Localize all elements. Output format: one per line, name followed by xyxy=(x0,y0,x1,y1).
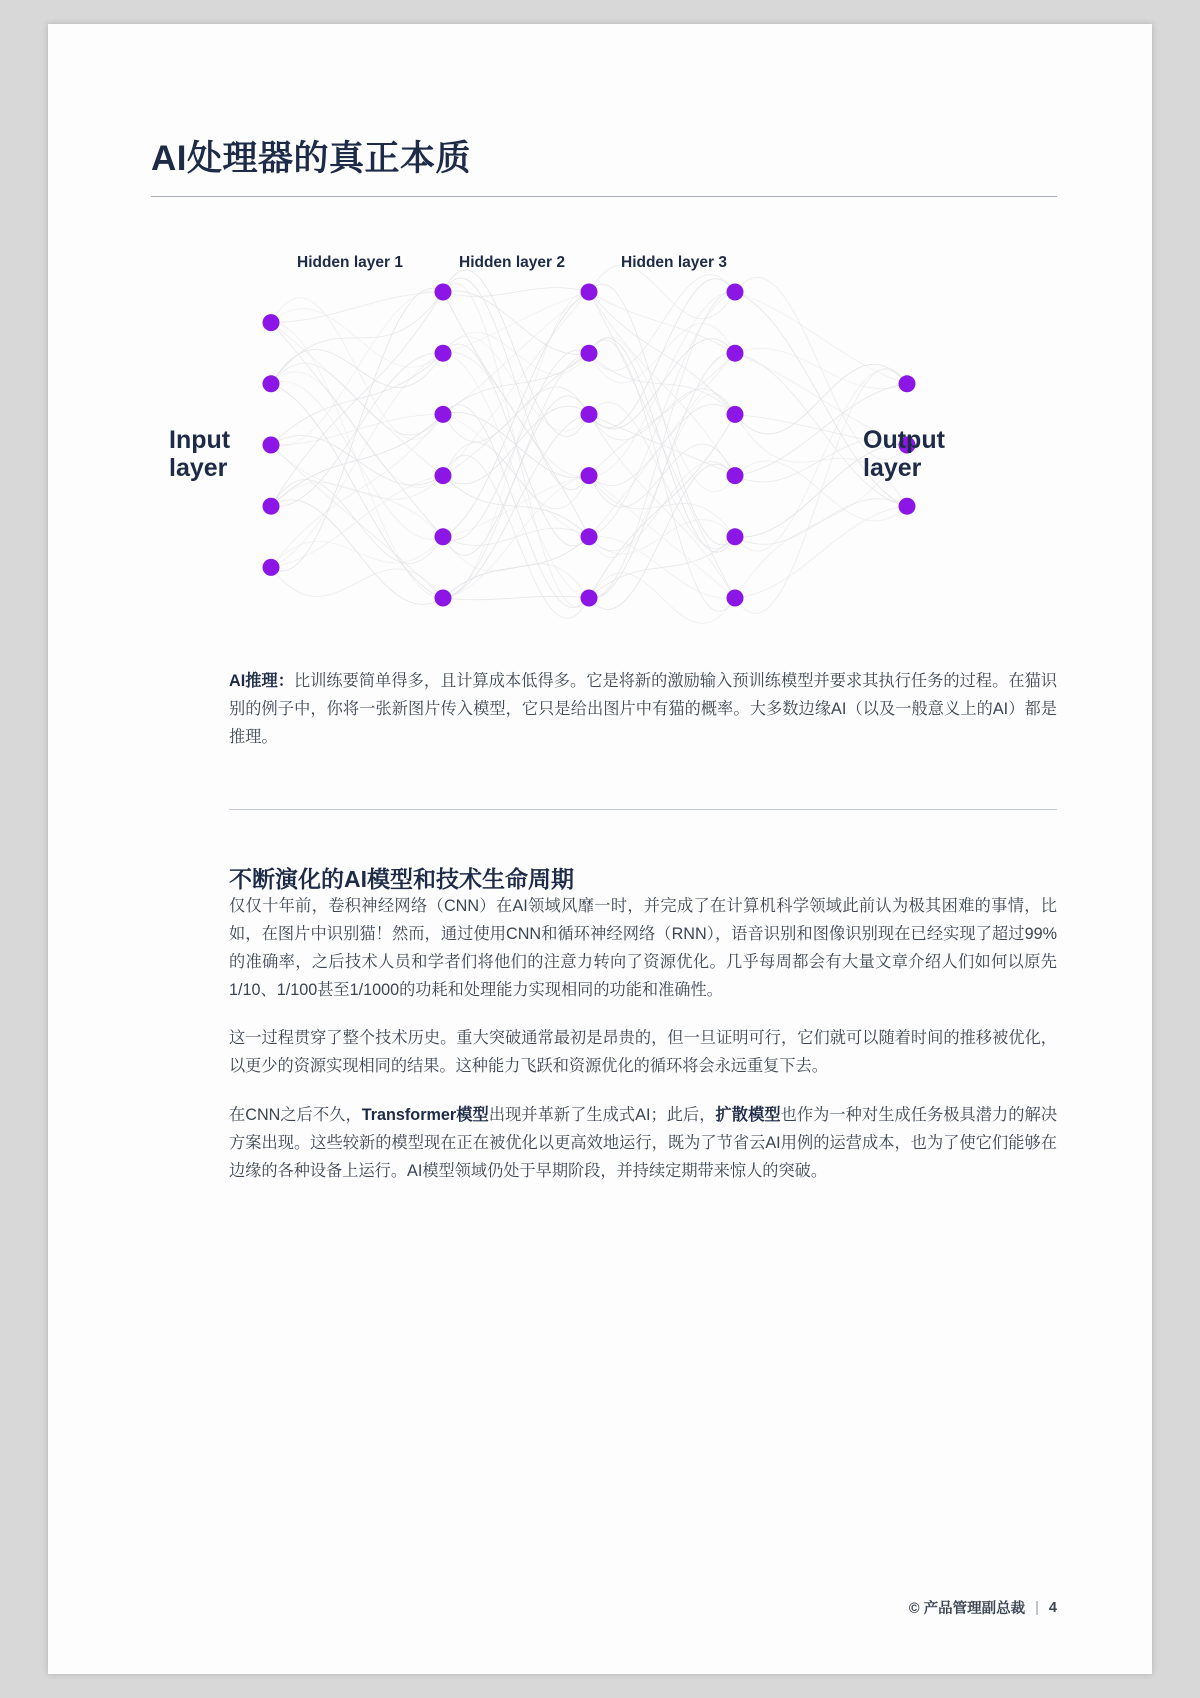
neural-network-diagram xyxy=(151,220,1057,650)
input-layer-label-line1: Input xyxy=(169,426,231,454)
section-heading: 不断演化的AI模型和技术生命周期 xyxy=(229,866,574,893)
footer-separator: | xyxy=(1035,1599,1039,1616)
input-layer-label xyxy=(169,426,230,482)
body-text: 在CNN之后不久， xyxy=(229,1106,362,1125)
footer-copyright: © 产品管理副总裁 xyxy=(908,1601,1026,1617)
output-layer-label xyxy=(863,426,945,482)
body-paragraph xyxy=(229,1102,1057,1186)
caption-text: 比训练要简单得多，且计算成本低得多。它是将新的激励输入预训练模型并要求其执行任务的过程。在猫识别的例子中，你将一张新图片传入模型，它只是给出图片中有猫的概率。大多数边缘AI（以及一般意义上的AI）都是推理。 xyxy=(229,672,1058,746)
caption-paragraph xyxy=(229,668,1057,752)
output-layer-label-line1: Output xyxy=(863,426,945,454)
caption-lead: AI推理： xyxy=(229,672,294,690)
output-layer-label-line2: layer xyxy=(863,454,922,482)
footer-page-number: 4 xyxy=(1048,1599,1057,1616)
hidden-layer-1-label: Hidden layer 1 xyxy=(297,254,403,271)
body-text: 也作为一种对生成任务极具潜力的解决方案出现。这些较新的模型现在正在被优化以更高效地运行，既为了节省云AI用例的运营成本，也为了使它们能够在边缘的各种设备上运行。AI模型领域仍处于早期阶段，并持续定期带来惊人的突破。 xyxy=(229,1106,1058,1180)
body-text: 出现并革新了生成式AI；此后， xyxy=(488,1106,716,1125)
body-text: 仅仅十年前，卷积神经网络（CNN）在AI领域风靡一时，并完成了在计算机科学领域此前认为极其困难的事情，比如，在图片中识别猫！然而，通过使用CNN和循环神经网络（RNN），语音识别和图像识别现在已经实现了超过99%的准确率，之后技术人员和学者们将他们的注意力转向了资源优化。几乎每周都会有大量文章介绍人们如何以原先1/10、1/100甚至1/1000的功耗和处理能力实现相同的功能和准确性。 xyxy=(229,897,1057,999)
body-paragraph xyxy=(229,1025,1057,1081)
diagram-caption xyxy=(229,668,1057,752)
section-body xyxy=(229,893,1057,1186)
hidden-layer-2-label: Hidden layer 2 xyxy=(459,254,565,271)
body-text: 这一过程贯穿了整个技术历史。重大突破通常最初是昂贵的，但一旦证明可行，它们就可以随着时间的推移被优化，以更少的资源实现相同的结果。这种能力飞跃和资源优化的循环将会永远重复下去。 xyxy=(229,1029,1057,1076)
document-page xyxy=(48,24,1152,1674)
emphasis-text: Transformer模型 xyxy=(361,1106,489,1125)
emphasis-text: 扩散模型 xyxy=(715,1106,781,1125)
title-divider xyxy=(151,196,1057,197)
hidden-layer-3-label: Hidden layer 3 xyxy=(621,254,727,271)
input-layer-label-line2: layer xyxy=(169,454,228,482)
body-paragraph xyxy=(229,893,1057,1004)
page-footer xyxy=(909,1597,1057,1618)
page-title: AI处理器的真正本质 xyxy=(151,139,472,179)
section-divider xyxy=(229,809,1057,810)
